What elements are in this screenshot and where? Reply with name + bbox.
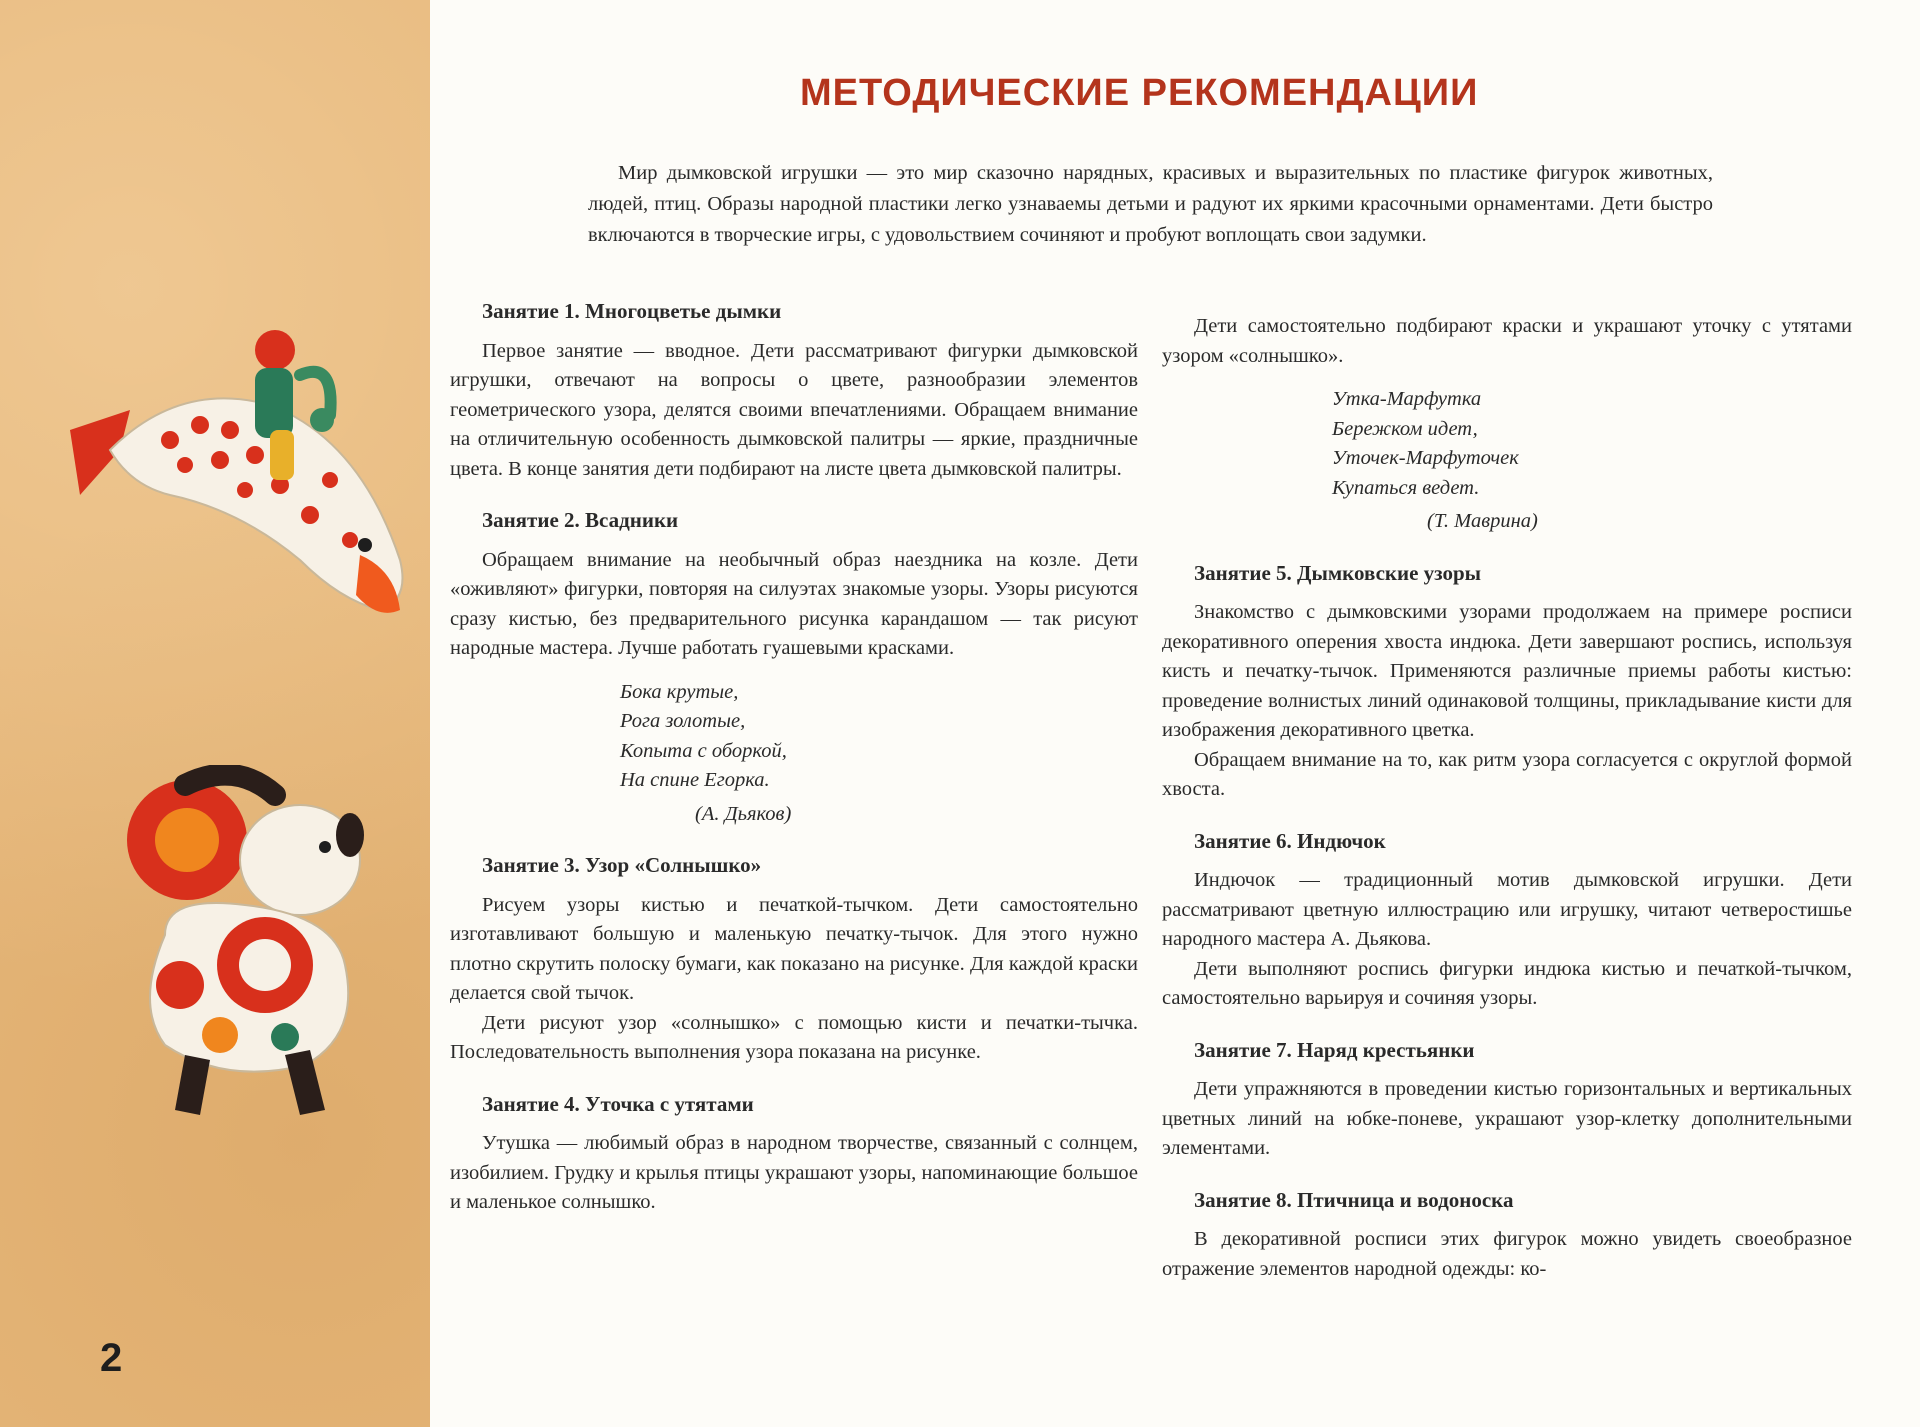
lesson-paragraph: Обращаем внимание на то, как ритм узора согласуется с округлой формой хвоста. bbox=[1162, 748, 1852, 800]
intro-text bbox=[588, 158, 1713, 251]
dymkovo-fish-rider-illustration bbox=[60, 320, 420, 630]
lesson-3 bbox=[450, 851, 1138, 1068]
lesson-2 bbox=[450, 506, 1138, 829]
lesson-paragraph: Утушка — любимый образ в народном творчестве, связанный с солнцем, изобилием. Грудку и крылья птицы украшают узоры, напоминающие большое и маленькое солнышко. bbox=[450, 1132, 1138, 1213]
lesson-7 bbox=[1162, 1036, 1852, 1164]
lesson-paragraph: Рисуем узоры кистью и печаткой-тычком. Дети самостоятельно изготавливают большую и маленькую печатку-тычок. Для этого нужно плотно скрутить полоску бумаги, как показано на рисунке. Для каждой краски делается свой тычок. bbox=[450, 893, 1138, 1004]
lesson-5 bbox=[1162, 559, 1852, 805]
lesson-6 bbox=[1162, 827, 1852, 1014]
lesson-4-continuation bbox=[1162, 312, 1852, 537]
poem-line: Рога золотые, bbox=[620, 710, 746, 732]
poem bbox=[1162, 385, 1852, 537]
lesson-paragraph: Дети рисуют узор «солнышко» с помощью кисти и печатки-тычка. Последовательность выполнения узора показана на рисунке. bbox=[450, 1011, 1138, 1063]
lesson-paragraph: Индючок — традиционный мотив дымковской игрушки. Дети рассматривают цветную иллюстрацию или игрушку, читают четверостишье народного мастера А. Дьякова. bbox=[1162, 869, 1852, 950]
lesson-title: Занятие 6. Индючок bbox=[1194, 828, 1386, 853]
poem-line: Утка-Марфутка bbox=[1332, 388, 1482, 410]
poem-line: Копыта с оборкой, bbox=[620, 739, 787, 762]
poem-line: На спине Егорка. bbox=[620, 769, 770, 791]
left-column bbox=[450, 297, 1138, 1240]
lesson-8 bbox=[1162, 1186, 1852, 1285]
lesson-paragraph: В декоративной росписи этих фигурок можно увидеть своеобразное отражение элементов народной одежды: ко- bbox=[1162, 1228, 1852, 1280]
lesson-paragraph: Первое занятие — вводное. Дети рассматривают фигурки дымковской игрушки, отвечают на вопросы о цвете, разнообразии элементов геометрического узора, делятся своими впечатлениями. Обращаем внимание на отличительную особенность дымковской палитры — яркие, праздничные цвета. В конце занятия дети подбирают на листе цвета дымковской палитры. bbox=[450, 339, 1138, 480]
decorative-sidebar bbox=[0, 0, 430, 1427]
lesson-4 bbox=[450, 1090, 1138, 1218]
lesson-paragraph: Дети самостоятельно подбирают краски и украшают уточку с утятами узором «солнышко». bbox=[1162, 315, 1852, 367]
lesson-1 bbox=[450, 297, 1138, 484]
right-column bbox=[1162, 312, 1852, 1306]
lesson-title: Занятие 5. Дымковские узоры bbox=[1194, 560, 1482, 585]
poem-line: Бока крутые, bbox=[620, 680, 739, 703]
intro-paragraph: Мир дымковской игрушки — это мир сказочно нарядных, красивых и выразительных по пластике фигурок животных, людей, птиц. Образы народной пластики легко узнаваемы детьми и радуют их яркими красочными орнаментами. Дети быстро включаются в творческие игры, с удовольствием сочиняют и пробуют воплощать свои задумки. bbox=[588, 162, 1713, 246]
lesson-paragraph: Знакомство с дымковскими узорами продолжаем на примере росписи декоративного оперения хвоста индюка. Дети завершают роспись, используя кисть и печатку-тычок. Применяются различные приемы работы кистью: проведение волнистых линий одинаковой толщины, прикладывание кисти для изображения декоративного цветка. bbox=[1162, 601, 1852, 741]
lesson-title: Занятие 7. Наряд крестьянки bbox=[1194, 1037, 1475, 1062]
lesson-title: Занятие 8. Птичница и водоноска bbox=[1194, 1187, 1514, 1212]
page-number: 2 bbox=[100, 1336, 123, 1380]
poem bbox=[450, 678, 1138, 830]
poem-author: (А. Дьяков) bbox=[695, 802, 792, 825]
lesson-paragraph: Дети выполняют роспись фигурки индюка кистью и печаткой-тычком, самостоятельно варьируя и сочиняя узоры. bbox=[1162, 957, 1852, 1009]
lesson-paragraph: Дети упражняются в проведении кистью горизонтальных и вертикальных цветных линий на юбке-поневе, украшают узор-клетку дополнительными элементами. bbox=[1162, 1078, 1852, 1159]
dymkovo-ram-illustration bbox=[125, 765, 395, 1155]
poem-line: Бережком идет, bbox=[1332, 417, 1478, 440]
lesson-title: Занятие 1. Многоцветье дымки bbox=[482, 299, 782, 323]
lesson-paragraph: Обращаем внимание на необычный образ наездника на козле. Дети «оживляют» фигурки, повторяя на силуэтах знакомые узоры. Узоры рисуются сразу кистью, без предварительного рисунка карандашом — так рисуют народные мастера. Лучше работать гуашевыми красками. bbox=[450, 548, 1138, 659]
poem-author: (Т. Маврина) bbox=[1427, 510, 1538, 532]
lesson-title: Занятие 4. Уточка с утятами bbox=[482, 1091, 754, 1116]
lesson-title: Занятие 3. Узор «Солнышко» bbox=[482, 853, 762, 877]
lesson-title: Занятие 2. Всадники bbox=[482, 508, 679, 532]
poem-line: Уточек-Марфуточек bbox=[1332, 447, 1519, 469]
poem-line: Купаться ведет. bbox=[1332, 476, 1480, 499]
page-title: МЕТОДИЧЕСКИЕ РЕКОМЕНДАЦИИ bbox=[800, 72, 1479, 114]
